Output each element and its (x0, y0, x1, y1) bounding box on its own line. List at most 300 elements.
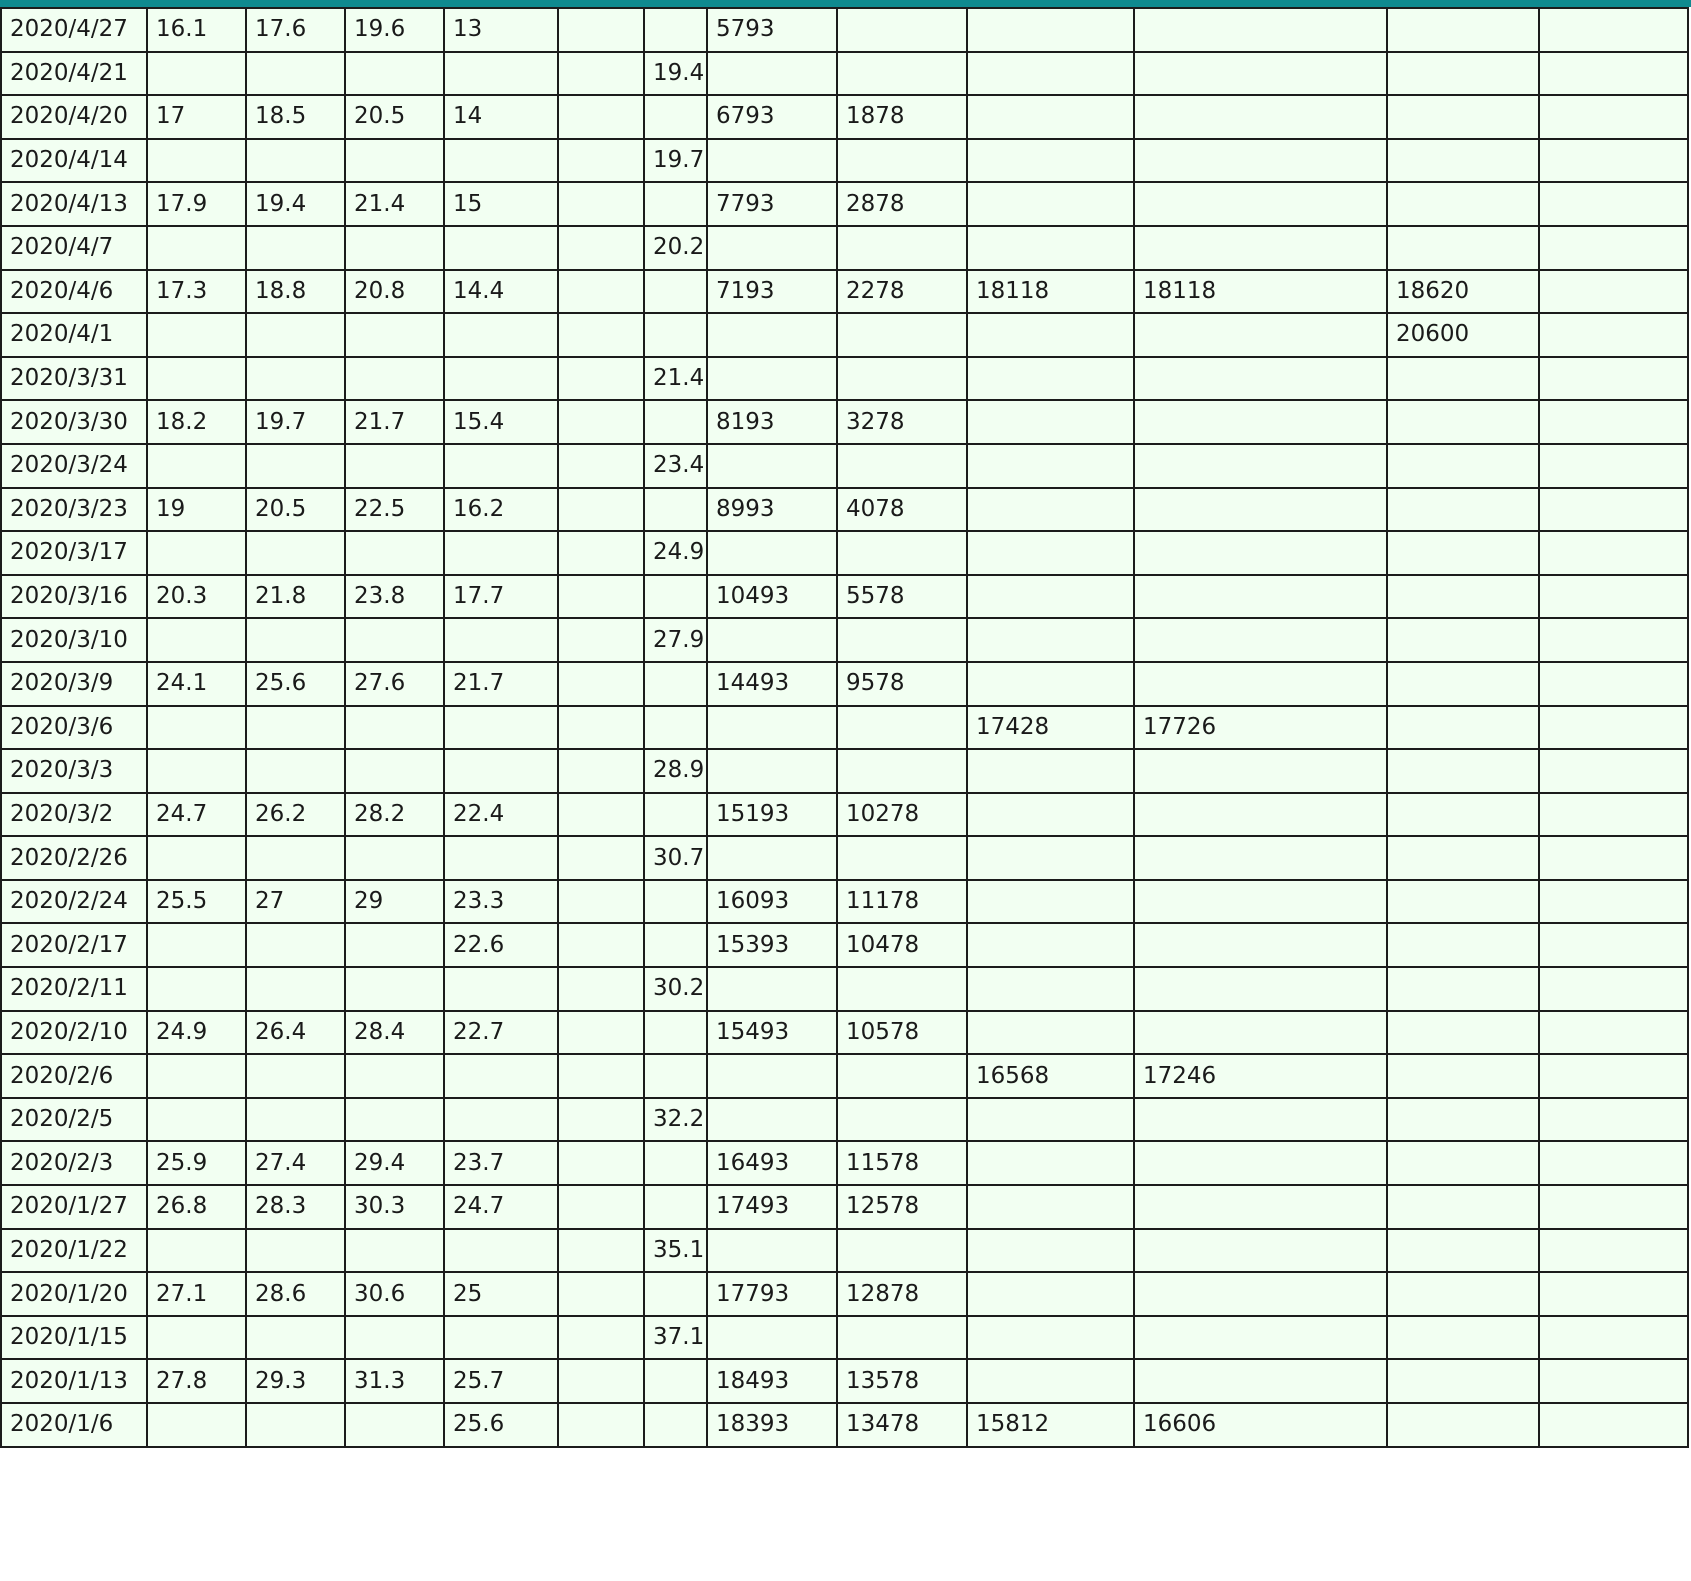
value-cell[interactable] (837, 444, 967, 488)
value-cell[interactable] (345, 1098, 444, 1142)
value-cell[interactable] (1387, 1359, 1539, 1403)
value-cell[interactable] (558, 923, 644, 967)
value-cell[interactable] (1387, 52, 1539, 96)
value-cell[interactable] (1539, 531, 1688, 575)
value-cell[interactable] (345, 749, 444, 793)
date-cell[interactable]: 2020/1/27 (1, 1185, 147, 1229)
value-cell[interactable] (1387, 880, 1539, 924)
value-cell[interactable] (558, 749, 644, 793)
value-cell[interactable] (644, 488, 707, 532)
value-cell[interactable]: 19.7 (246, 400, 345, 444)
value-cell[interactable] (246, 226, 345, 270)
value-cell[interactable] (147, 836, 246, 880)
value-cell[interactable]: 16568 (967, 1054, 1134, 1098)
value-cell[interactable] (1134, 531, 1387, 575)
value-cell[interactable] (444, 1054, 558, 1098)
value-cell[interactable]: 1878 (837, 95, 967, 139)
value-cell[interactable]: 21.7 (345, 400, 444, 444)
value-cell[interactable] (147, 967, 246, 1011)
value-cell[interactable]: 2878 (837, 182, 967, 226)
value-cell[interactable] (345, 967, 444, 1011)
value-cell[interactable]: 15.4 (444, 400, 558, 444)
value-cell[interactable] (444, 706, 558, 750)
value-cell[interactable]: 28.9 (644, 749, 707, 793)
value-cell[interactable] (644, 1403, 707, 1447)
value-cell[interactable]: 28.6 (246, 1272, 345, 1316)
value-cell[interactable] (707, 1098, 837, 1142)
value-cell[interactable] (1539, 8, 1688, 52)
value-cell[interactable]: 22.5 (345, 488, 444, 532)
value-cell[interactable]: 29.3 (246, 1359, 345, 1403)
date-cell[interactable]: 2020/2/26 (1, 836, 147, 880)
value-cell[interactable]: 24.9 (147, 1011, 246, 1055)
value-cell[interactable]: 14493 (707, 662, 837, 706)
value-cell[interactable] (558, 706, 644, 750)
value-cell[interactable] (837, 226, 967, 270)
value-cell[interactable] (644, 1185, 707, 1229)
value-cell[interactable] (345, 531, 444, 575)
value-cell[interactable] (837, 313, 967, 357)
value-cell[interactable] (147, 1316, 246, 1360)
value-cell[interactable]: 22.7 (444, 1011, 558, 1055)
value-cell[interactable] (644, 313, 707, 357)
value-cell[interactable] (246, 1054, 345, 1098)
value-cell[interactable] (644, 1359, 707, 1403)
value-cell[interactable]: 24.7 (444, 1185, 558, 1229)
value-cell[interactable]: 20.2 (644, 226, 707, 270)
value-cell[interactable] (345, 1229, 444, 1273)
value-cell[interactable] (444, 836, 558, 880)
value-cell[interactable]: 19.4 (246, 182, 345, 226)
value-cell[interactable] (1387, 1229, 1539, 1273)
value-cell[interactable] (1539, 618, 1688, 662)
value-cell[interactable] (444, 357, 558, 401)
value-cell[interactable] (147, 749, 246, 793)
value-cell[interactable]: 11578 (837, 1141, 967, 1185)
value-cell[interactable] (1134, 618, 1387, 662)
value-cell[interactable] (1387, 1011, 1539, 1055)
value-cell[interactable] (444, 226, 558, 270)
value-cell[interactable] (644, 400, 707, 444)
value-cell[interactable]: 18118 (967, 270, 1134, 314)
value-cell[interactable] (1134, 182, 1387, 226)
value-cell[interactable] (1134, 1272, 1387, 1316)
date-cell[interactable]: 2020/2/17 (1, 923, 147, 967)
value-cell[interactable] (1539, 1272, 1688, 1316)
value-cell[interactable]: 12878 (837, 1272, 967, 1316)
value-cell[interactable] (967, 793, 1134, 837)
value-cell[interactable]: 24.1 (147, 662, 246, 706)
value-cell[interactable] (967, 488, 1134, 532)
value-cell[interactable] (558, 270, 644, 314)
value-cell[interactable] (1539, 1011, 1688, 1055)
date-cell[interactable]: 2020/3/10 (1, 618, 147, 662)
value-cell[interactable]: 22.4 (444, 793, 558, 837)
value-cell[interactable]: 18.8 (246, 270, 345, 314)
value-cell[interactable] (1387, 488, 1539, 532)
value-cell[interactable] (1539, 95, 1688, 139)
value-cell[interactable] (1134, 1011, 1387, 1055)
value-cell[interactable]: 28.3 (246, 1185, 345, 1229)
value-cell[interactable] (1539, 357, 1688, 401)
value-cell[interactable] (837, 749, 967, 793)
date-cell[interactable]: 2020/3/3 (1, 749, 147, 793)
value-cell[interactable] (967, 923, 1134, 967)
value-cell[interactable] (967, 575, 1134, 619)
value-cell[interactable] (444, 139, 558, 183)
value-cell[interactable]: 17726 (1134, 706, 1387, 750)
value-cell[interactable]: 2278 (837, 270, 967, 314)
value-cell[interactable] (644, 923, 707, 967)
value-cell[interactable] (1539, 444, 1688, 488)
value-cell[interactable]: 10578 (837, 1011, 967, 1055)
value-cell[interactable]: 14 (444, 95, 558, 139)
value-cell[interactable] (1539, 1403, 1688, 1447)
value-cell[interactable]: 25.7 (444, 1359, 558, 1403)
value-cell[interactable] (558, 95, 644, 139)
value-cell[interactable] (1387, 531, 1539, 575)
value-cell[interactable] (967, 1185, 1134, 1229)
value-cell[interactable]: 16606 (1134, 1403, 1387, 1447)
value-cell[interactable] (1539, 1229, 1688, 1273)
value-cell[interactable]: 30.6 (345, 1272, 444, 1316)
value-cell[interactable] (558, 836, 644, 880)
value-cell[interactable] (558, 313, 644, 357)
value-cell[interactable] (444, 618, 558, 662)
value-cell[interactable] (147, 313, 246, 357)
date-cell[interactable]: 2020/3/31 (1, 357, 147, 401)
value-cell[interactable] (1134, 1316, 1387, 1360)
value-cell[interactable] (967, 1359, 1134, 1403)
value-cell[interactable]: 24.9 (644, 531, 707, 575)
date-cell[interactable]: 2020/3/6 (1, 706, 147, 750)
value-cell[interactable] (1134, 357, 1387, 401)
value-cell[interactable] (967, 52, 1134, 96)
value-cell[interactable] (1134, 923, 1387, 967)
date-cell[interactable]: 2020/4/14 (1, 139, 147, 183)
date-cell[interactable]: 2020/1/6 (1, 1403, 147, 1447)
value-cell[interactable] (558, 1272, 644, 1316)
value-cell[interactable] (1134, 400, 1387, 444)
value-cell[interactable] (147, 357, 246, 401)
value-cell[interactable]: 5793 (707, 8, 837, 52)
value-cell[interactable] (1134, 1185, 1387, 1229)
date-cell[interactable]: 2020/2/24 (1, 880, 147, 924)
value-cell[interactable] (1134, 139, 1387, 183)
value-cell[interactable]: 4078 (837, 488, 967, 532)
value-cell[interactable]: 15193 (707, 793, 837, 837)
value-cell[interactable] (444, 749, 558, 793)
value-cell[interactable] (707, 618, 837, 662)
value-cell[interactable]: 27.9 (644, 618, 707, 662)
value-cell[interactable] (837, 967, 967, 1011)
value-cell[interactable]: 14.4 (444, 270, 558, 314)
value-cell[interactable] (1539, 313, 1688, 357)
value-cell[interactable]: 19 (147, 488, 246, 532)
value-cell[interactable] (1539, 139, 1688, 183)
value-cell[interactable]: 18.2 (147, 400, 246, 444)
value-cell[interactable] (1539, 880, 1688, 924)
value-cell[interactable]: 30.2 (644, 967, 707, 1011)
value-cell[interactable] (246, 836, 345, 880)
value-cell[interactable]: 16.2 (444, 488, 558, 532)
value-cell[interactable] (644, 880, 707, 924)
value-cell[interactable] (1134, 793, 1387, 837)
value-cell[interactable] (967, 226, 1134, 270)
value-cell[interactable] (558, 8, 644, 52)
value-cell[interactable] (246, 1316, 345, 1360)
value-cell[interactable] (967, 880, 1134, 924)
value-cell[interactable] (345, 139, 444, 183)
value-cell[interactable] (558, 226, 644, 270)
value-cell[interactable] (246, 1403, 345, 1447)
date-cell[interactable]: 2020/3/2 (1, 793, 147, 837)
value-cell[interactable] (1134, 1229, 1387, 1273)
value-cell[interactable]: 19.6 (345, 8, 444, 52)
value-cell[interactable]: 20.8 (345, 270, 444, 314)
value-cell[interactable] (147, 618, 246, 662)
value-cell[interactable] (1387, 1054, 1539, 1098)
value-cell[interactable]: 15 (444, 182, 558, 226)
value-cell[interactable] (967, 1141, 1134, 1185)
value-cell[interactable] (707, 226, 837, 270)
value-cell[interactable] (147, 444, 246, 488)
value-cell[interactable] (1539, 749, 1688, 793)
value-cell[interactable] (1539, 1316, 1688, 1360)
value-cell[interactable] (1387, 1141, 1539, 1185)
value-cell[interactable] (147, 226, 246, 270)
value-cell[interactable] (1387, 793, 1539, 837)
value-cell[interactable] (558, 1316, 644, 1360)
value-cell[interactable] (644, 270, 707, 314)
value-cell[interactable] (1539, 1141, 1688, 1185)
value-cell[interactable] (345, 357, 444, 401)
value-cell[interactable]: 15493 (707, 1011, 837, 1055)
value-cell[interactable] (1539, 226, 1688, 270)
value-cell[interactable] (246, 618, 345, 662)
value-cell[interactable] (644, 793, 707, 837)
value-cell[interactable] (644, 95, 707, 139)
value-cell[interactable]: 6793 (707, 95, 837, 139)
value-cell[interactable] (246, 444, 345, 488)
value-cell[interactable] (345, 1403, 444, 1447)
value-cell[interactable] (345, 923, 444, 967)
value-cell[interactable] (837, 1316, 967, 1360)
value-cell[interactable] (1134, 1359, 1387, 1403)
value-cell[interactable] (1134, 1141, 1387, 1185)
value-cell[interactable]: 17493 (707, 1185, 837, 1229)
value-cell[interactable] (1539, 923, 1688, 967)
value-cell[interactable]: 26.8 (147, 1185, 246, 1229)
value-cell[interactable]: 26.4 (246, 1011, 345, 1055)
value-cell[interactable]: 27 (246, 880, 345, 924)
value-cell[interactable] (1387, 8, 1539, 52)
value-cell[interactable] (1134, 488, 1387, 532)
value-cell[interactable] (345, 836, 444, 880)
value-cell[interactable] (837, 836, 967, 880)
value-cell[interactable] (558, 662, 644, 706)
value-cell[interactable] (837, 8, 967, 52)
value-cell[interactable]: 17.9 (147, 182, 246, 226)
value-cell[interactable] (1134, 95, 1387, 139)
value-cell[interactable] (967, 8, 1134, 52)
value-cell[interactable] (644, 1054, 707, 1098)
value-cell[interactable] (644, 706, 707, 750)
value-cell[interactable] (558, 488, 644, 532)
value-cell[interactable]: 25.6 (246, 662, 345, 706)
value-cell[interactable]: 37.1 (644, 1316, 707, 1360)
value-cell[interactable]: 13 (444, 8, 558, 52)
value-cell[interactable] (1539, 1185, 1688, 1229)
value-cell[interactable]: 17428 (967, 706, 1134, 750)
value-cell[interactable] (345, 226, 444, 270)
value-cell[interactable] (967, 1272, 1134, 1316)
value-cell[interactable]: 24.7 (147, 793, 246, 837)
value-cell[interactable] (558, 1185, 644, 1229)
value-cell[interactable] (558, 1403, 644, 1447)
value-cell[interactable]: 25.5 (147, 880, 246, 924)
value-cell[interactable]: 8993 (707, 488, 837, 532)
value-cell[interactable] (1539, 1098, 1688, 1142)
value-cell[interactable]: 23.4 (644, 444, 707, 488)
value-cell[interactable] (1387, 749, 1539, 793)
value-cell[interactable] (1539, 1359, 1688, 1403)
value-cell[interactable]: 22.6 (444, 923, 558, 967)
value-cell[interactable]: 19.7 (644, 139, 707, 183)
value-cell[interactable] (147, 52, 246, 96)
value-cell[interactable] (147, 139, 246, 183)
value-cell[interactable] (345, 1054, 444, 1098)
value-cell[interactable] (707, 139, 837, 183)
value-cell[interactable]: 29 (345, 880, 444, 924)
value-cell[interactable] (147, 1098, 246, 1142)
value-cell[interactable] (1134, 52, 1387, 96)
value-cell[interactable] (707, 531, 837, 575)
value-cell[interactable] (837, 1054, 967, 1098)
value-cell[interactable] (707, 313, 837, 357)
value-cell[interactable] (558, 139, 644, 183)
date-cell[interactable]: 2020/4/20 (1, 95, 147, 139)
value-cell[interactable] (1539, 662, 1688, 706)
value-cell[interactable]: 7793 (707, 182, 837, 226)
value-cell[interactable] (707, 357, 837, 401)
value-cell[interactable] (1387, 1316, 1539, 1360)
value-cell[interactable] (1387, 1098, 1539, 1142)
value-cell[interactable]: 28.4 (345, 1011, 444, 1055)
value-cell[interactable] (967, 749, 1134, 793)
value-cell[interactable] (246, 923, 345, 967)
value-cell[interactable] (558, 1141, 644, 1185)
value-cell[interactable] (558, 444, 644, 488)
value-cell[interactable] (1539, 1054, 1688, 1098)
value-cell[interactable] (1539, 270, 1688, 314)
value-cell[interactable] (558, 575, 644, 619)
value-cell[interactable] (1539, 400, 1688, 444)
value-cell[interactable]: 17.7 (444, 575, 558, 619)
value-cell[interactable]: 20.5 (246, 488, 345, 532)
date-cell[interactable]: 2020/4/13 (1, 182, 147, 226)
value-cell[interactable]: 20.5 (345, 95, 444, 139)
value-cell[interactable] (1387, 357, 1539, 401)
value-cell[interactable] (1387, 836, 1539, 880)
value-cell[interactable] (837, 1229, 967, 1273)
value-cell[interactable] (1387, 95, 1539, 139)
value-cell[interactable]: 17793 (707, 1272, 837, 1316)
value-cell[interactable]: 23.3 (444, 880, 558, 924)
value-cell[interactable] (967, 1229, 1134, 1273)
value-cell[interactable] (1134, 226, 1387, 270)
value-cell[interactable]: 8193 (707, 400, 837, 444)
value-cell[interactable]: 32.2 (644, 1098, 707, 1142)
value-cell[interactable] (837, 531, 967, 575)
value-cell[interactable]: 21.4 (644, 357, 707, 401)
value-cell[interactable] (837, 357, 967, 401)
date-cell[interactable]: 2020/4/7 (1, 226, 147, 270)
value-cell[interactable] (707, 836, 837, 880)
value-cell[interactable] (1387, 706, 1539, 750)
value-cell[interactable]: 17246 (1134, 1054, 1387, 1098)
date-cell[interactable]: 2020/3/30 (1, 400, 147, 444)
value-cell[interactable] (558, 967, 644, 1011)
value-cell[interactable] (444, 531, 558, 575)
value-cell[interactable] (558, 1011, 644, 1055)
date-cell[interactable]: 2020/4/6 (1, 270, 147, 314)
value-cell[interactable] (345, 313, 444, 357)
value-cell[interactable] (444, 1316, 558, 1360)
value-cell[interactable]: 27.4 (246, 1141, 345, 1185)
value-cell[interactable] (644, 8, 707, 52)
value-cell[interactable]: 3278 (837, 400, 967, 444)
value-cell[interactable] (1387, 444, 1539, 488)
value-cell[interactable]: 16093 (707, 880, 837, 924)
date-cell[interactable]: 2020/1/13 (1, 1359, 147, 1403)
value-cell[interactable] (644, 182, 707, 226)
value-cell[interactable]: 17 (147, 95, 246, 139)
value-cell[interactable] (644, 1141, 707, 1185)
value-cell[interactable] (644, 1011, 707, 1055)
value-cell[interactable] (345, 444, 444, 488)
value-cell[interactable] (1387, 1185, 1539, 1229)
value-cell[interactable] (1387, 967, 1539, 1011)
value-cell[interactable] (644, 662, 707, 706)
value-cell[interactable] (558, 52, 644, 96)
date-cell[interactable]: 2020/4/1 (1, 313, 147, 357)
value-cell[interactable] (246, 357, 345, 401)
value-cell[interactable]: 10493 (707, 575, 837, 619)
value-cell[interactable] (147, 531, 246, 575)
value-cell[interactable] (444, 52, 558, 96)
value-cell[interactable] (1539, 52, 1688, 96)
value-cell[interactable] (837, 706, 967, 750)
value-cell[interactable]: 29.4 (345, 1141, 444, 1185)
value-cell[interactable]: 20600 (1387, 313, 1539, 357)
value-cell[interactable]: 18620 (1387, 270, 1539, 314)
value-cell[interactable] (147, 1403, 246, 1447)
value-cell[interactable] (444, 967, 558, 1011)
value-cell[interactable] (246, 967, 345, 1011)
value-cell[interactable]: 18.5 (246, 95, 345, 139)
value-cell[interactable]: 27.1 (147, 1272, 246, 1316)
value-cell[interactable] (967, 836, 1134, 880)
value-cell[interactable] (967, 531, 1134, 575)
value-cell[interactable]: 27.6 (345, 662, 444, 706)
value-cell[interactable] (967, 139, 1134, 183)
date-cell[interactable]: 2020/2/10 (1, 1011, 147, 1055)
value-cell[interactable] (707, 52, 837, 96)
value-cell[interactable] (837, 618, 967, 662)
value-cell[interactable] (707, 1054, 837, 1098)
value-cell[interactable] (147, 1054, 246, 1098)
